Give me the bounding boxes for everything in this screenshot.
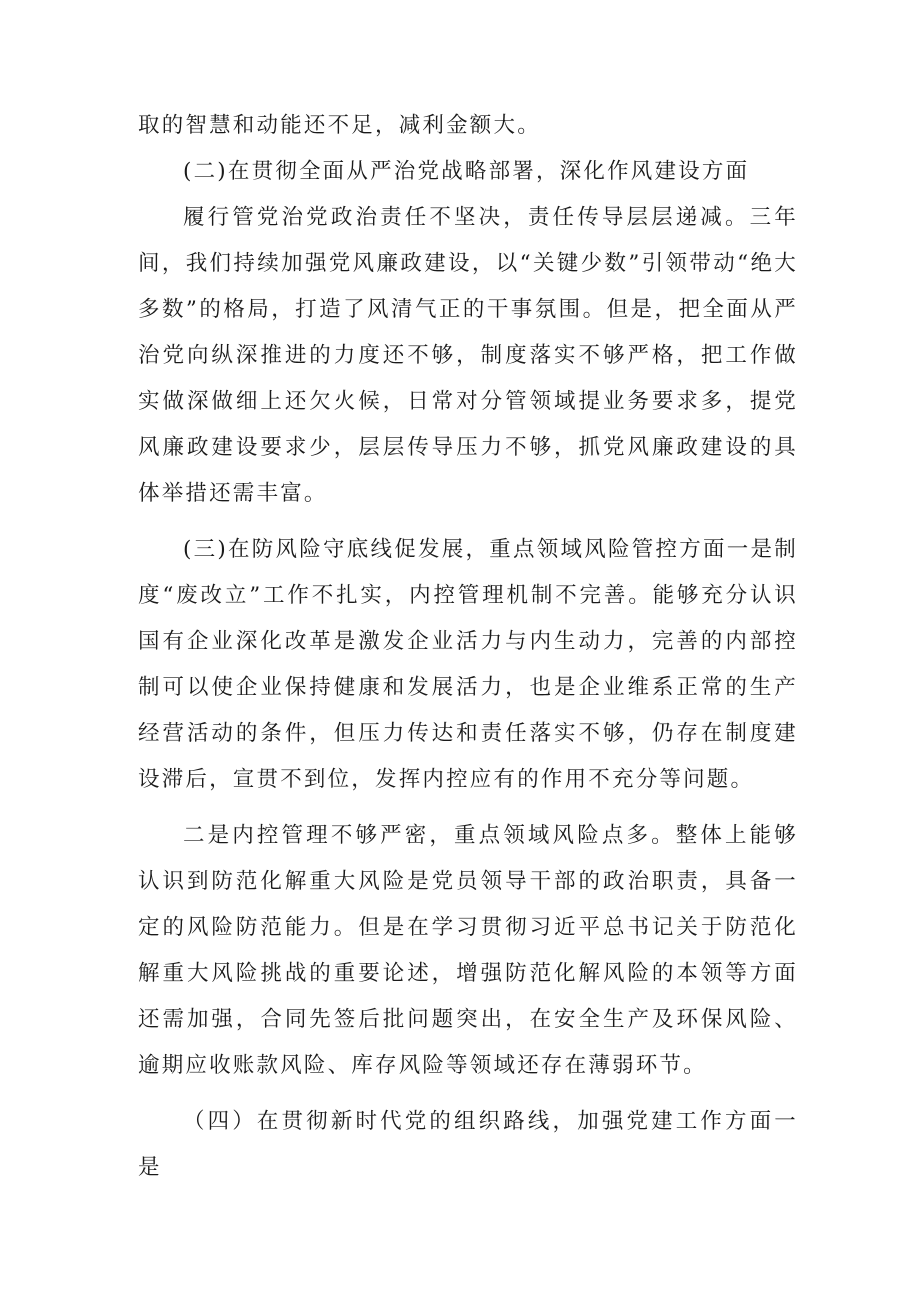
paragraph-internal-control: 二是内控管理不够严密，重点领域风险点多。整体上能够认识到防范化解重大风险是党员领导干部的政治职责，具备一定的风险防范能力。但是在学习贯彻习近平总书记关于防范化解重大风险挑战的重要论述，增强防范化解风险的本领等方面还需加强，合同先签后批问题突出，在安全生产及环保风险、逾期应收账款风险、库存风险等领域还存在薄弱环节。	[138, 823, 798, 1078]
paragraph-continuation: 取的智慧和动能还不足，减利金额大。	[138, 113, 541, 138]
section-heading-four: （四）在贯彻新时代党的组织路线，加强党建工作方面一是	[138, 1109, 798, 1180]
section-heading-two: (二)在贯彻全面从严治党战略部署，深化作风建设方面	[183, 159, 750, 184]
section-heading-three: (三)在防风险守底线促发展，重点领域风险管控方面一是制度“废改立”工作不扎实，内控管理机制不完善。能够充分认识国有企业深化改革是激发企业活力与内生动力，完善的内部控制可以使企业保持健康和发展活力，也是企业维系正常的生产经营活动的条件，但压力传达和责任落实不够，仍存在制度建设滞后，宣贯不到位，发挥内控应有的作用不充分等问题。	[138, 537, 798, 792]
document-body	[138, 103, 798, 1191]
paragraph-party-discipline: 履行管党治党政治责任不坚决，责任传导层层递减。三年间，我们持续加强党风廉政建设，以“关键少数”引领带动“绝大多数”的格局，打造了风清气正的干事氛围。但是，把全面从严治党向纵深推进的力度还不够，制度落实不够严格，把工作做实做深做细上还欠火候，日常对分管领域提业务要求多，提党风廉政建设要求少，层层传导压力不够，抓党风廉政建设的具体举措还需丰富。	[138, 205, 798, 506]
